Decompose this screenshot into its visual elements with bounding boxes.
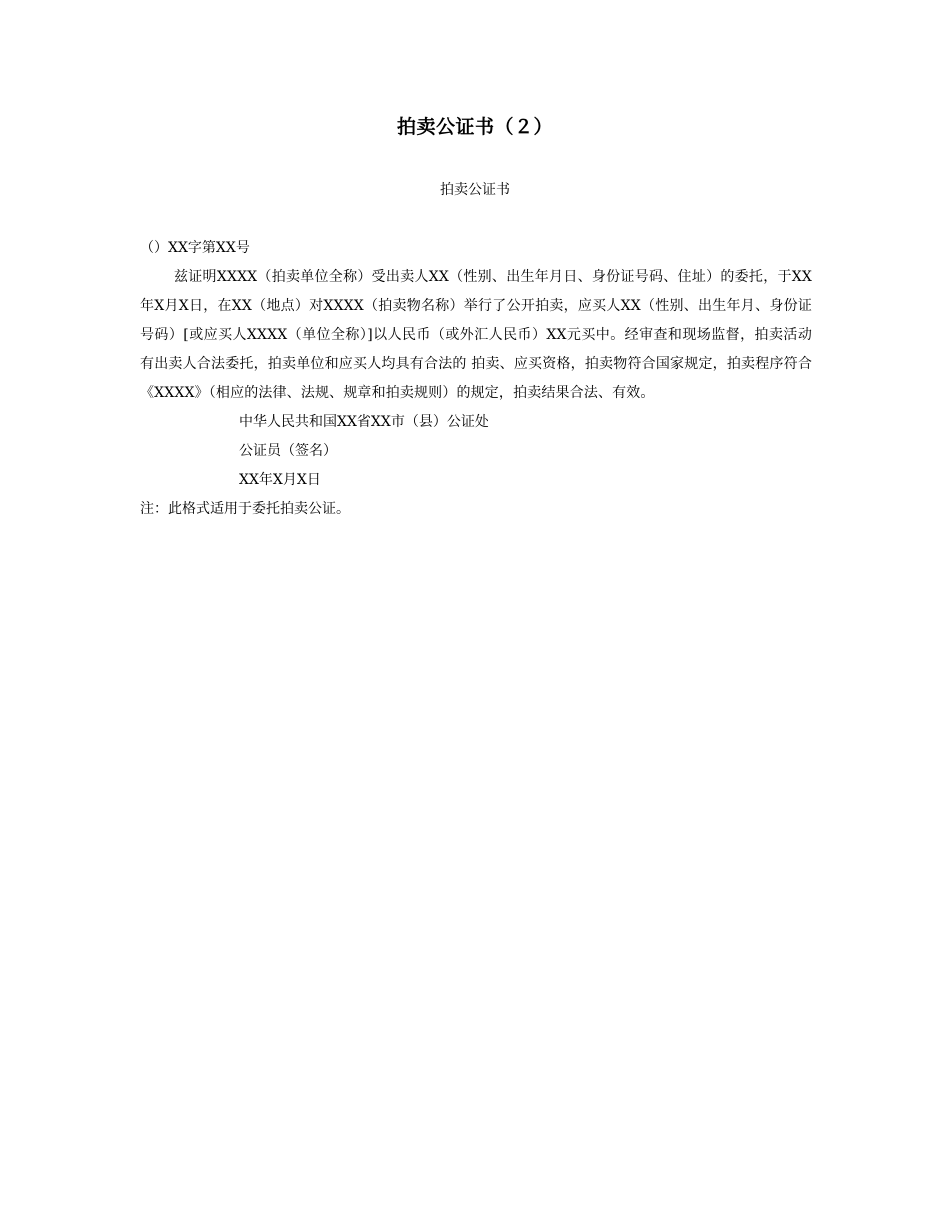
document-subtitle: 拍卖公证书 bbox=[440, 182, 510, 198]
signature-date: XX年X月X日 bbox=[239, 472, 321, 488]
document-title: 拍卖公证书（２） bbox=[396, 116, 553, 138]
notary-signature: 公证员（签名） bbox=[239, 443, 337, 459]
footnote: 注：此格式适用于委托拍卖公证。 bbox=[140, 501, 350, 517]
reference-number: （）XX字第XX号 bbox=[140, 240, 250, 256]
notary-office: 中华人民共和国XX省XX市（县）公证处 bbox=[239, 414, 489, 430]
body-paragraph: 兹证明XXXX（拍卖单位全称）受出卖人XX（性别、出生年月日、身份证号码、住址）的委托，于XX年X月X日，在XX（地点）对XXXX（拍卖物名称）举行了公开拍卖，应买人XX（性别、出生年月、身份证号码）[或应买人XXXX（单位全称）]以人民币（或外汇人民币）XX元买中。经审查和现场监督，拍卖活动有出卖人合法委托，拍卖单位和应买人均具有合法的 拍卖、应买资格，拍卖物符合国家规定，拍卖程序符合《XXXX》（相应的法律、法规、规章和拍卖规则）的规定，拍卖结果合法、有效。 bbox=[140, 269, 812, 401]
document-content bbox=[140, 234, 812, 524]
